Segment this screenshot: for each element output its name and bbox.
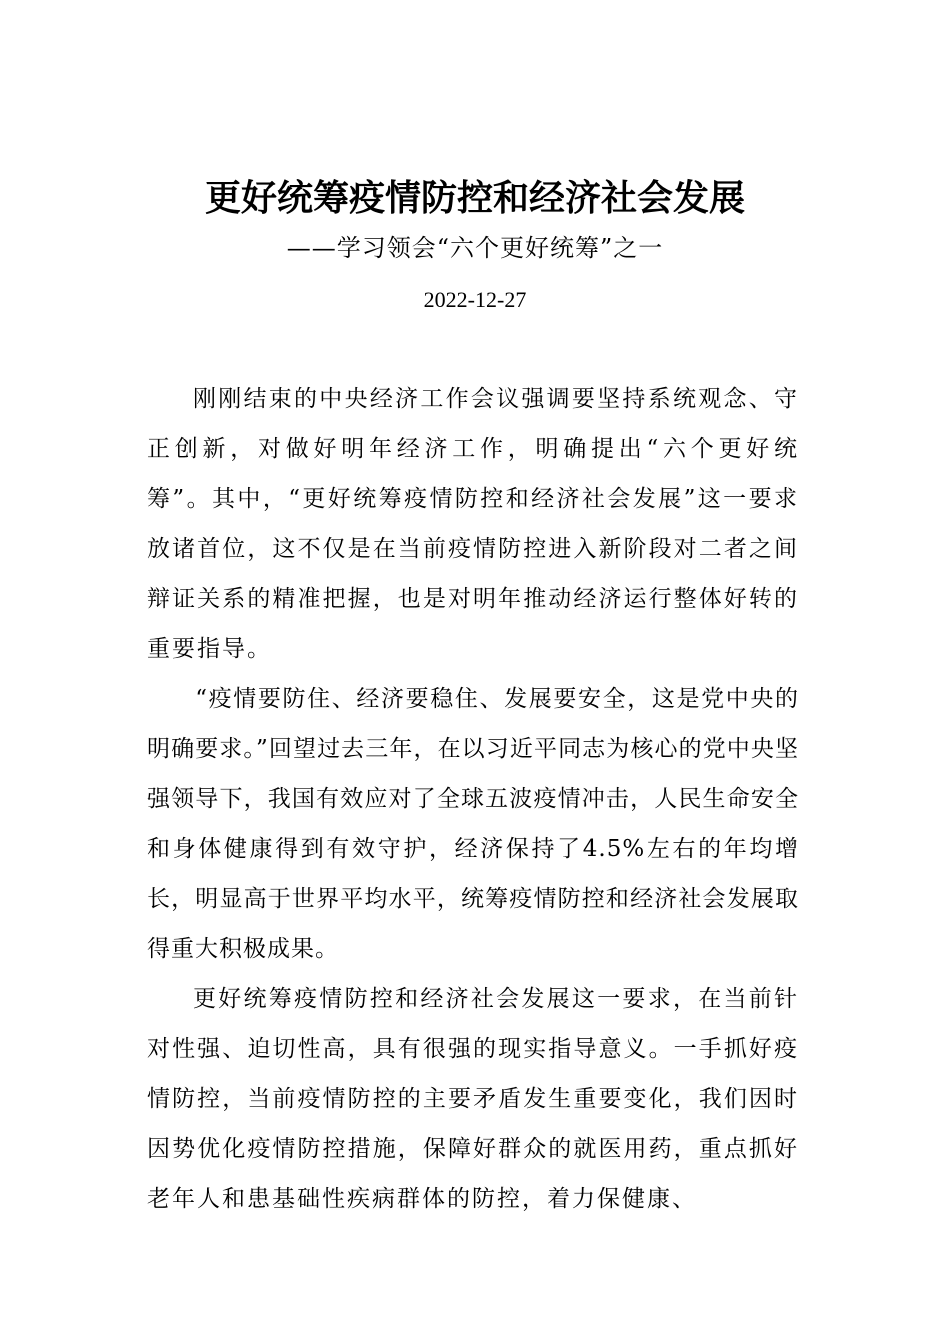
paragraph-1: 刚刚结束的中央经济工作会议强调要坚持系统观念、守正创新，对做好明年经济工作，明确提出“六个更好统筹”。其中，“更好统筹疫情防控和经济社会发展”这一要求放诸首位，这不仅是在当前疫情防控进入新阶段对二者之间辩证关系的精准把握，也是对明年推动经济运行整体好转的重要指导。 xyxy=(147,386,799,662)
document-title: 更好统筹疫情防控和经济社会发展 xyxy=(204,177,745,219)
document-body xyxy=(147,374,799,1224)
paragraph-3: 更好统筹疫情防控和经济社会发展这一要求，在当前针对性强、迫切性高，具有很强的现实指导意义。一手抓好疫情防控，当前疫情防控的主要矛盾发生重要变化，我们因时因势优化疫情防控措施，保障好群众的就医用药，重点抓好老年人和患基础性疾病群体的防控，着力保健康、 xyxy=(147,986,799,1212)
document-date: 2022-12-27 xyxy=(423,287,527,312)
paragraph-2: “疫情要防住、经济要稳住、发展要安全，这是党中央的明确要求。”回望过去三年，在以习近平同志为核心的党中央坚强领导下，我国有效应对了全球五波疫情冲击，人民生命安全和身体健康得到有效守护，经济保持了4.5%左右的年均增长，明显高于世界平均水平，统筹疫情防控和经济社会发展取得重大积极成果。 xyxy=(147,686,799,962)
document-subtitle: ——学习领会“六个更好统筹”之一 xyxy=(286,234,664,262)
